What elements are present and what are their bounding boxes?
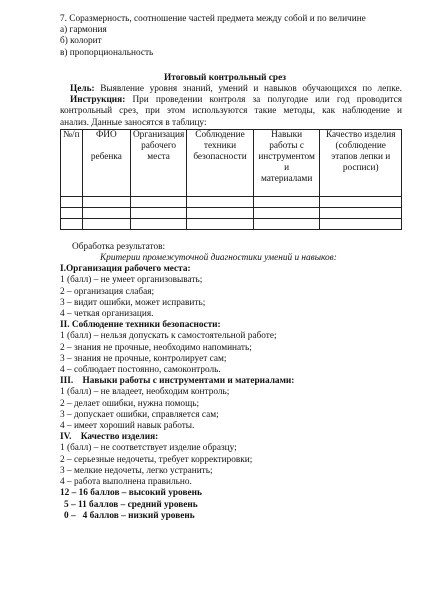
results-table (60, 129, 402, 230)
instruction-line-1 (60, 95, 402, 106)
goal-label: Цель: (70, 84, 95, 95)
option-c: в) пропорциональность (60, 47, 154, 58)
criteria-item: 1 (балл) – не владеет, необходим контроль; (60, 387, 230, 398)
criteria-item: 2 – знания не прочные, необходимо напоминать; (60, 342, 252, 353)
table-row (61, 218, 402, 229)
instruction-line-3: анализ. Данные заносятся в таблицу: (60, 117, 207, 128)
processing-label: Обработка результатов: (72, 241, 166, 252)
criteria-item: 1 (балл) – не умеет организовывать; (60, 275, 203, 286)
criteria-item: 4 – четкая организация. (60, 309, 154, 320)
criteria-item: 2 – организация слабая; (60, 286, 155, 297)
goal-text: Выявление уровня знаний, умений и навыков обучающихся по лепке. (100, 84, 403, 95)
table-row (61, 207, 402, 218)
criteria-item: 2 – делает ошибки, нужна помощь; (60, 398, 200, 409)
criteria-item: 3 – допускает ошибки, справляется сам; (60, 409, 219, 420)
instruction-label: Инструкция: (70, 95, 126, 106)
option-a: а) гармония (60, 25, 107, 36)
section-heading: IV. Качество изделия: (60, 432, 159, 443)
section-heading: II. Соблюдение техники безопасности: (60, 320, 221, 331)
table-row (61, 196, 402, 207)
question-text: 7. Соразмерность, соотношение частей предмета между собой и по величине (60, 14, 366, 24)
criteria-item: 2 – серьезные недочеты, требует корректировки; (60, 454, 253, 465)
header-safety: Соблюдение техники безопасности (187, 129, 254, 196)
header-number: №/п (61, 129, 83, 196)
criteria-item: 3 – знания не прочные, контролирует сам; (60, 353, 227, 364)
section-heading: I.Организация рабочего места: (60, 264, 191, 275)
level-medium: 5 – 11 баллов – средний уровень (64, 499, 198, 510)
criteria-item: 3 – мелкие недочеты, легко устранить; (60, 465, 213, 476)
header-quality: Качество изделия (соблюдение этапов лепки и росписи) (320, 129, 402, 196)
goal-paragraph (60, 84, 402, 95)
header-tools: Навыки работы с инструментом и материалами (253, 129, 320, 196)
criteria-item: 4 – имеет хороший навык работы. (60, 421, 195, 432)
option-b: б) колорит (60, 36, 102, 47)
document-page (60, 0, 403, 522)
instruction-text-1: При проведении контроля за полугодие или год проводится (132, 95, 402, 106)
criteria-item: 1 (балл) – нельзя допускать к самостоятельной работе; (60, 331, 277, 342)
instruction-line-2: контрольный срез, при этом используются такие методы, как наблюдение и (60, 106, 402, 117)
criteria-item: 4 – работа выполнена правильно. (60, 477, 192, 488)
header-fio: ФИО ребенка (82, 129, 130, 196)
criteria-item: 1 (балл) – не соответствует изделие образцу; (60, 443, 237, 454)
section-heading: III. Навыки работы с инструментами и материалами: (60, 376, 295, 387)
section-title: Итоговый контрольный срез (164, 72, 286, 83)
level-high: 12 – 16 баллов – высокий уровень (60, 488, 202, 499)
header-workplace: Организация рабочего места (130, 129, 186, 196)
criteria-item: 4 – соблюдает постоянно, самоконтроль. (60, 365, 221, 376)
criteria-title: Критерии промежуточной диагностики умений и навыков: (100, 253, 337, 264)
level-low: 0 – 4 баллов – низкий уровень (64, 510, 195, 521)
table-header-row (61, 129, 402, 196)
criteria-item: 3 – видит ошибки, может исправить; (60, 297, 206, 308)
